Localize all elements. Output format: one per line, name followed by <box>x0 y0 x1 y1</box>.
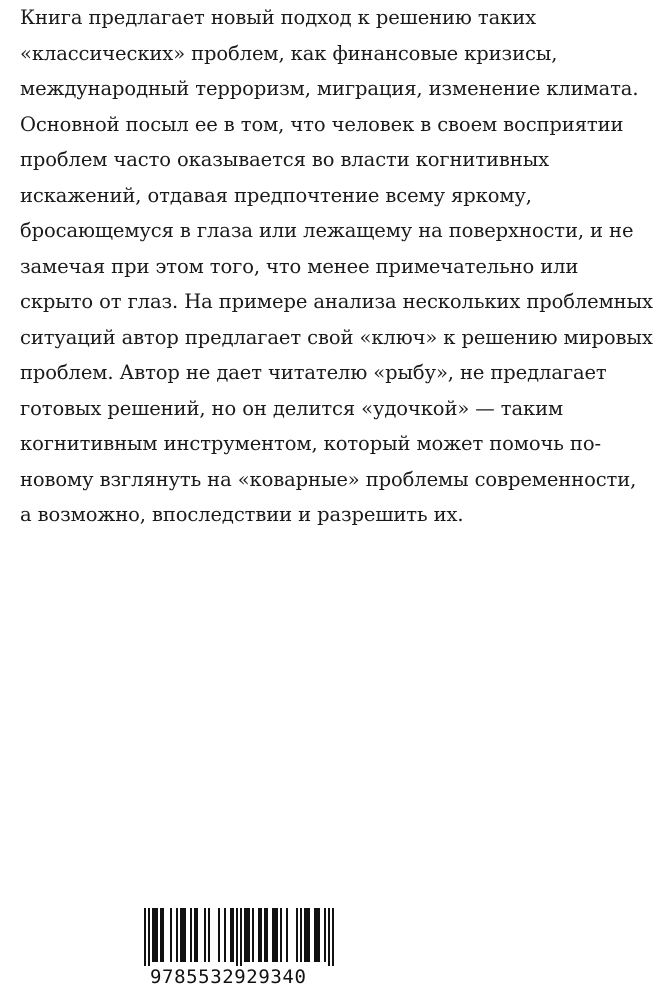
barcode-bar <box>232 908 234 962</box>
barcode-bar <box>152 908 154 962</box>
barcode-bar <box>258 908 260 962</box>
barcode-bar <box>308 908 310 962</box>
text-line: «классических» проблем, как финансовые кризисы, <box>20 41 558 65</box>
barcode-bar <box>276 908 278 962</box>
barcode-bar <box>224 908 226 962</box>
barcode-bar <box>154 908 156 962</box>
barcode-bar <box>240 908 242 966</box>
text-line: бросающемуся в глаза или лежащему на поверхности, и не <box>20 219 634 242</box>
barcode-bar <box>204 908 206 962</box>
barcode-bar <box>190 908 192 962</box>
barcode-bar <box>182 908 184 962</box>
text-line: искажений, отдавая предпочтение всему яркому, <box>20 183 532 207</box>
barcode-bar <box>260 908 262 962</box>
barcode-bar <box>148 908 150 966</box>
barcode-bar <box>156 908 158 962</box>
barcode-bar <box>184 908 186 962</box>
barcode-bar <box>272 908 274 962</box>
text-line: проблем. Автор не дает читателю «рыбу», не предлагает <box>20 361 607 384</box>
text-line: Книга предлагает новый подход к решению таких <box>20 6 536 29</box>
barcode-bars <box>136 904 342 968</box>
barcode-bar <box>144 908 146 966</box>
barcode-bar <box>230 908 232 962</box>
barcode-bar <box>264 908 266 962</box>
text-line: проблем часто оказывается во власти когнитивных <box>20 148 550 171</box>
barcode-bar <box>306 908 308 962</box>
barcode-bar <box>328 908 330 966</box>
barcode-bar <box>318 908 320 962</box>
text-line: Основной посыл ее в том, что человек в своем восприятии <box>20 112 624 136</box>
barcode-bar <box>296 908 298 962</box>
isbn-number: 9785532929340 <box>150 966 307 988</box>
barcode-bar <box>196 908 198 962</box>
barcode-bar <box>218 908 220 962</box>
barcode-bar <box>208 908 210 962</box>
barcode-bar <box>176 908 178 962</box>
barcode-bar <box>246 908 248 962</box>
barcode-bar <box>266 908 268 962</box>
barcode-bar <box>160 908 162 962</box>
barcode-bar <box>324 908 326 962</box>
barcode-bar <box>244 908 246 962</box>
barcode-bar <box>170 908 172 962</box>
barcode-bar <box>162 908 164 962</box>
text-line: а возможно, впоследствии и разрешить их. <box>20 503 464 526</box>
annotation-text <box>20 0 656 533</box>
barcode-bar <box>316 908 318 962</box>
barcode-bar <box>314 908 316 962</box>
text-line: ситуаций автор предлагает свой «ключ» к решению мировых <box>20 325 653 349</box>
barcode-bar <box>252 908 254 962</box>
barcode-bar <box>180 908 182 962</box>
barcode-bar <box>286 908 288 962</box>
barcode-bar <box>300 908 302 962</box>
barcode-bar <box>248 908 250 962</box>
barcode-bar <box>280 908 282 962</box>
isbn-barcode <box>136 904 342 996</box>
text-line: скрыто от глаз. На примере анализа нескольких проблемных <box>20 290 653 313</box>
barcode-bar <box>332 908 334 966</box>
barcode-bar <box>194 908 196 962</box>
barcode-bar <box>304 908 306 962</box>
text-line: новому взглянуть на «коварные» проблемы современности, <box>20 467 637 491</box>
text-line: международный терроризм, миграция, изменение климата. <box>20 77 639 100</box>
barcode-bar <box>274 908 276 962</box>
text-line: готовых решений, но он делится «удочкой» — таким <box>20 396 564 420</box>
text-line: когнитивным инструментом, который может помочь по- <box>20 432 601 455</box>
barcode-bar <box>236 908 238 966</box>
text-line: замечая при этом того, что менее примечательно или <box>20 254 579 278</box>
